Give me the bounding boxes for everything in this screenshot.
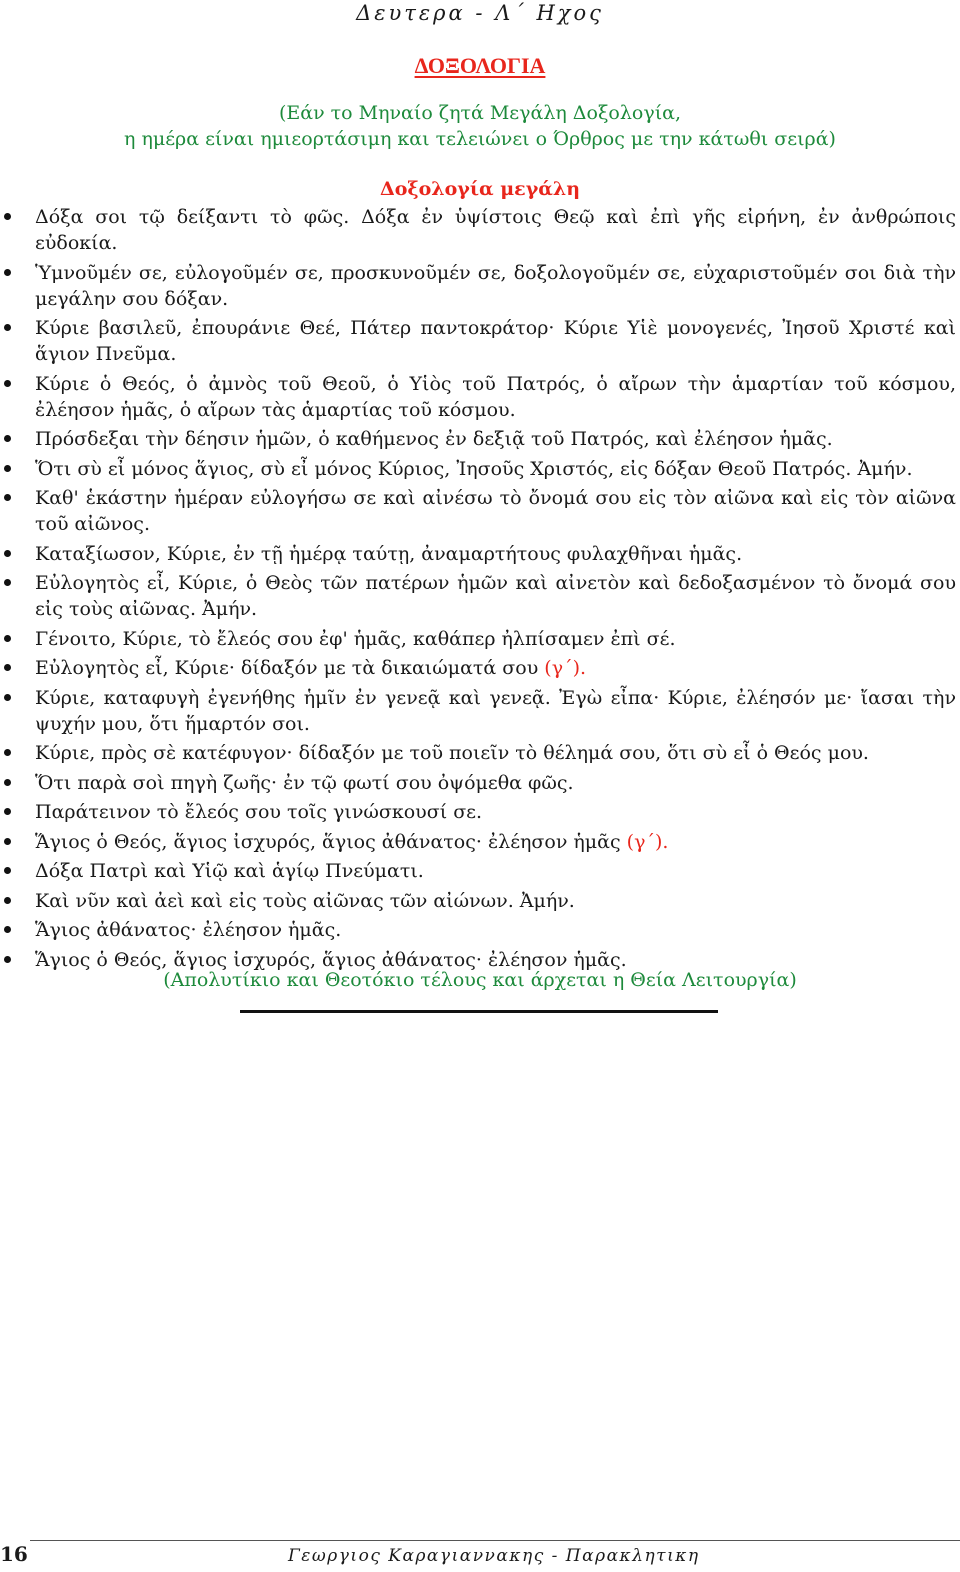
hymn-line [0,541,960,567]
hymn-text: Καθ' ἑκάστην ἡμέραν εὐλογήσω σε καὶ αἰνέσω τὸ ὄνομά σου εἰς τὸν αἰῶνα καὶ εἰς τὸν αἰῶνα τοῦ αἰῶνος. [35,487,956,535]
rubric-intro-line-2: η ημέρα είναι ημιεορτάσιμη και τελειώνει ο Όρθρος με την κάτωθι σειρά) [124,128,836,150]
repeat-marker: (γ΄). [544,657,587,679]
hymn-text: Γένοιτο, Κύριε, τὸ ἔλεός σου ἐφ' ἡμᾶς, καθάπερ ἠλπίσαμεν ἐπὶ σέ. [35,627,676,650]
bullet-icon [4,435,11,442]
hymn-text: Δόξα σοι τῷ δείξαντι τὸ φῶς. Δόξα ἐν ὑψίστοις Θεῷ καὶ ἐπὶ γῆς εἰρήνη, ἐν ἀνθρώποις εὐδοκία. [35,206,956,254]
footer-rule [30,1540,960,1541]
closing-rubric: (Απολυτίκιο και Θεοτόκιο τέλους και άρχεται η Θεία Λειτουργία) [163,969,797,991]
section-subtitle: Δοξολογία μεγάλη [379,178,581,200]
footer-book-title: Γεωργιος Καραγιαννακης - Παρακλητικη [288,1546,700,1566]
hymn-text: Δόξα Πατρὶ καὶ Υἱῷ καὶ ἁγίῳ Πνεύματι. [35,860,424,882]
hymn-line [0,917,960,943]
bullet-icon [4,867,11,874]
hymn-text: Κύριε, καταφυγὴ ἐγενήθης ἡμῖν ἐν γενεᾷ καὶ γενεᾷ. Ἐγὼ εἶπα· Κύριε, ἐλέησόν με· ἴασαι τὴν ψυχήν μου, ὅτι ἥμαρτόν σοι. [35,686,956,735]
hymn-line [0,858,960,884]
page-number: 16 [0,1542,28,1566]
hymn-text: Εὐλογητὸς εἶ, Κύριε, ὁ Θεὸς τῶν πατέρων ἡμῶν καὶ αἰνετὸν καὶ δεδοξασμένον τὸ ὄνομά σου εἰς τοὺς αἰῶνας. Ἀμήν. [35,572,956,620]
hymn-line [0,315,960,367]
hymn-line [0,888,960,914]
rubric-intro [0,100,960,152]
hymn-text: Ὅτι σὺ εἶ μόνος ἅγιος, σὺ εἶ μόνος Κύριος, Ἰησοῦς Χριστός, εἰς δόξαν Θεοῦ Πατρός. Ἀμήν. [35,457,913,480]
bullet-icon [4,635,11,642]
hymn-line [0,260,960,312]
hymn-text: Πρόσδεξαι τὴν δέησιν ἡμῶν, ὁ καθήμενος ἐν δεξιᾷ τοῦ Πατρός, καὶ ἐλέησον ἡμᾶς. [35,428,833,450]
hymn-line [0,204,960,256]
bullet-icon [4,664,11,671]
hymn-list [0,204,960,976]
hymn-text: Κύριε ὁ Θεός, ὁ ἀμνὸς τοῦ Θεοῦ, ὁ Υἱὸς τοῦ Πατρός, ὁ αἴρων τὴν ἁμαρτίαν τοῦ κόσμου, ἐλέησον ἡμᾶς, ὁ αἴρων τὰς ἁμαρτίας τοῦ κόσμου. [35,372,956,421]
hymn-line [0,685,960,737]
bullet-icon [4,465,11,472]
bullet-icon [4,324,11,331]
bullet-icon [4,897,11,904]
hymn-line [0,740,960,766]
bullet-icon [4,838,11,845]
bullet-icon [4,380,11,387]
hymn-line [0,655,960,681]
bullet-icon [4,494,11,501]
hymn-text: Καταξίωσον, Κύριε, ἐν τῇ ἡμέρᾳ ταύτῃ, ἀναμαρτήτους φυλαχθῆναι ἡμᾶς. [35,542,743,565]
hymn-line [0,485,960,537]
hymn-text: Κύριε, πρὸς σὲ κατέφυγον· δίδαξόν με τοῦ ποιεῖν τὸ θέλημά σου, ὅτι σὺ εἶ ὁ Θεός μου. [35,742,869,764]
hymn-line [0,626,960,652]
bullet-icon [4,779,11,786]
hymn-text: Ἅγιος ὁ Θεός, ἅγιος ἰσχυρός, ἅγιος ἀθάνατος· ἐλέησον ἡμᾶς. [35,948,627,971]
hymn-text: Ἅγιος ὁ Θεός, ἅγιος ἰσχυρός, ἅγιος ἀθάνατος· ἐλέησον ἡμᾶς [35,830,627,853]
section-title: ΔΟΞΟΛΟΓΙΑ [414,53,546,78]
bullet-icon [4,749,11,756]
repeat-marker: (γ΄). [626,830,669,853]
running-header: Δευτερα - Λ΄ Ηχος [356,1,604,25]
hymn-text: Ὅτι παρὰ σοὶ πηγὴ ζωῆς· ἐν τῷ φωτί σου ὀψόμεθα φῶς. [35,771,574,794]
section-divider [240,1010,718,1013]
bullet-icon [4,550,11,557]
bullet-icon [4,213,11,220]
hymn-line [0,770,960,796]
hymn-text: Εὐλογητὸς εἶ, Κύριε· δίδαξόν με τὰ δικαιώματά σου [35,657,545,679]
hymn-line [0,799,960,825]
hymn-line [0,829,960,855]
hymn-text: Κύριε βασιλεῦ, ἐπουράνιε Θεέ, Πάτερ παντοκράτορ· Κύριε Υἱὲ μονογενές, Ἰησοῦ Χριστέ καὶ ἅγιον Πνεῦμα. [35,317,956,365]
hymn-text: Καὶ νῦν καὶ ἀεὶ καὶ εἰς τοὺς αἰῶνας τῶν αἰώνων. Ἀμήν. [35,889,575,912]
bullet-icon [4,956,11,963]
bullet-icon [4,926,11,933]
bullet-icon [4,579,11,586]
bullet-icon [4,694,11,701]
bullet-icon [4,269,11,276]
hymn-text: Ἅγιος ἀθάνατος· ἐλέησον ἡμᾶς. [35,919,342,941]
hymn-line [0,570,960,622]
hymn-line [0,426,960,452]
rubric-intro-line-1: (Εάν το Μηναίο ζητά Μεγάλη Δοξολογία, [278,102,682,124]
bullet-icon [4,808,11,815]
hymn-text: Παράτεινον τὸ ἔλεός σου τοῖς γινώσκουσί σε. [35,801,483,823]
hymn-line [0,371,960,423]
hymn-text: Ὑμνοῦμέν σε, εὐλογοῦμέν σε, προσκυνοῦμέν σε, δοξολογοῦμέν σε, εὐχαριστοῦμέν σοι διὰ τὴν μεγάλην σου δόξαν. [35,261,956,310]
hymn-line [0,456,960,482]
